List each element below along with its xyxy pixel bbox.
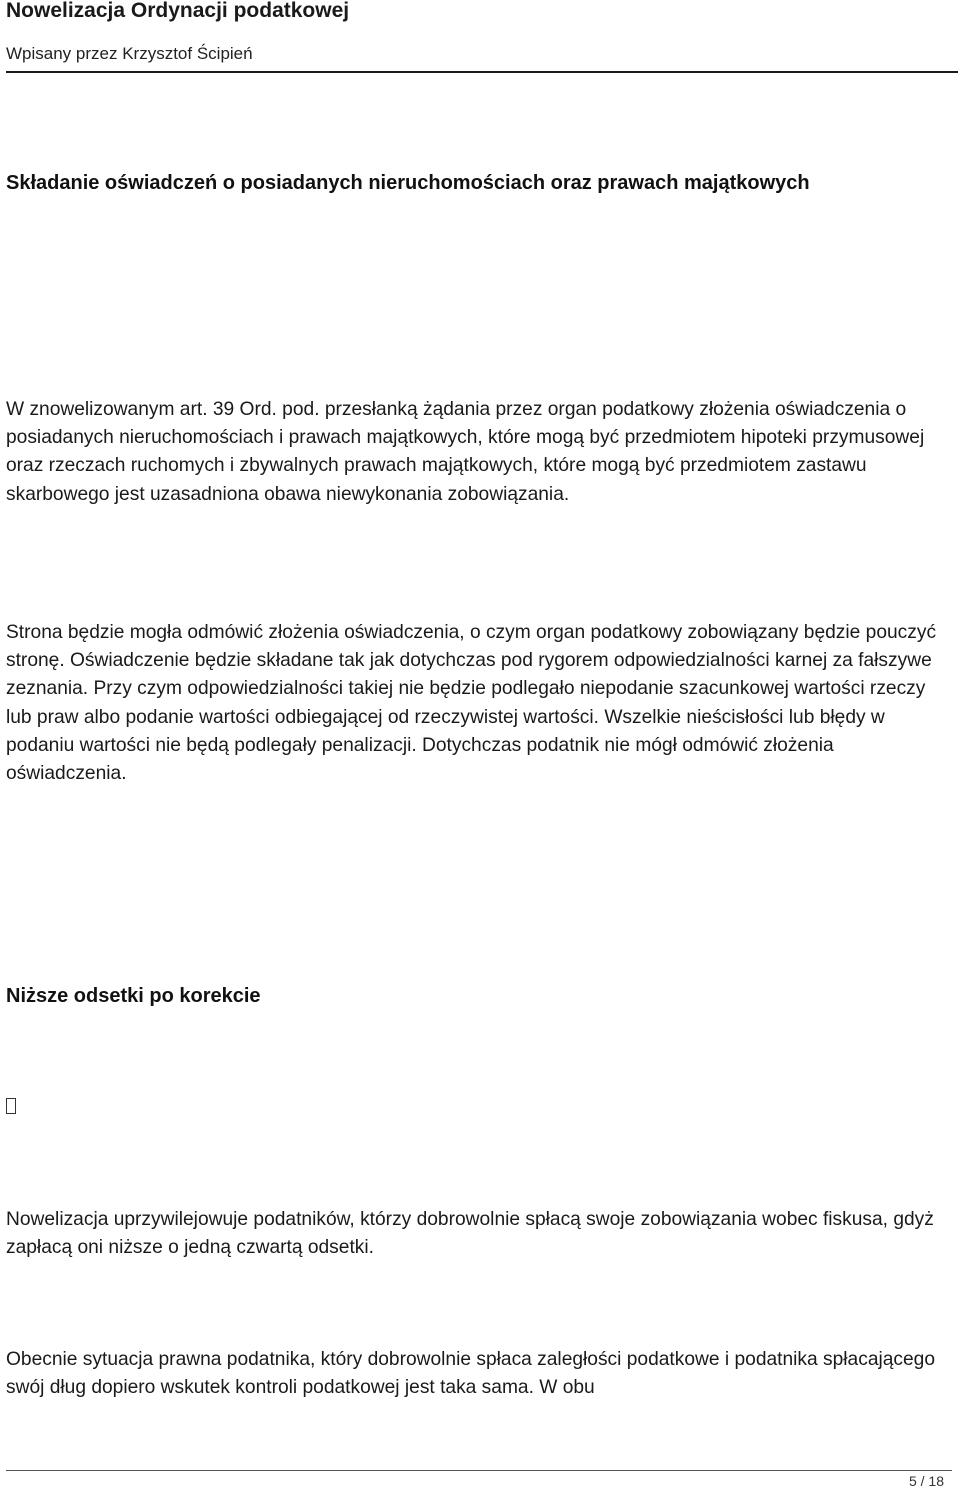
section-heading-declarations: Składanie oświadczeń o posiadanych nieruchomościach oraz prawach majątkowych — [6, 172, 810, 194]
paragraph-text: Obecnie sytuacja prawna podatnika, który dobrowolnie spłaca zaległości podatkowe i podatnika spłacającego swój dług dopiero wskutek kontroli podatkowej jest taka sama. W obu — [6, 1349, 936, 1399]
section-heading-interest: Niższe odsetki po korekcie — [6, 985, 261, 1007]
paragraph-current-situation — [6, 1346, 950, 1402]
document-title: Nowelizacja Ordynacji podatkowej — [6, 0, 350, 22]
paragraph-art-39 — [6, 396, 950, 509]
paragraph-refusal — [6, 619, 950, 788]
header-divider — [6, 71, 958, 73]
missing-glyph-icon — [6, 1098, 16, 1114]
paragraph-text: Strona będzie mogła odmówić złożenia oświadczenia, o czym organ podatkowy zobowiązany będzie pouczyć stronę. Oświadczenie będzie składane tak jak dotychczas pod rygorem odpowiedzialności karnej za fałszywe zeznania. Przy czym odpowiedzialności takiej nie będzie podlegało niepodanie szacunkowej wartości rzeczy lub praw albo podanie wartości odbiegającej od rzeczywistej wartości. Wszelkie nieścisłości lub błędy w podaniu wartości nie będą podlegały penalizacji. Dotychczas podatnik nie mógł odmówić złożenia oświadczenia. — [6, 622, 937, 785]
paragraph-privilege — [6, 1206, 950, 1262]
footer-divider — [6, 1470, 952, 1471]
page-number: 5 / 18 — [908, 1473, 944, 1489]
paragraph-text: Nowelizacja uprzywilejowuje podatników, którzy dobrowolnie spłacą swoje zobowiązania wobec fiskusa, gdyż zapłacą oni niższe o jedną czwartą odsetki. — [6, 1209, 934, 1259]
author-line: Wpisany przez Krzysztof Ścipień — [6, 44, 253, 63]
paragraph-text: W znowelizowanym art. 39 Ord. pod. przesłanką żądania przez organ podatkowy złożenia oświadczenia o posiadanych nieruchomościach i prawach majątkowych, które mogą być przedmiotem hipoteki przymusowej oraz rzeczach ruchomych i zbywalnych prawach majątkowych, które mogą być przedmiotem zastawu skarbowego jest uzasadniona obawa niewykonania zobowiązania. — [6, 399, 925, 505]
